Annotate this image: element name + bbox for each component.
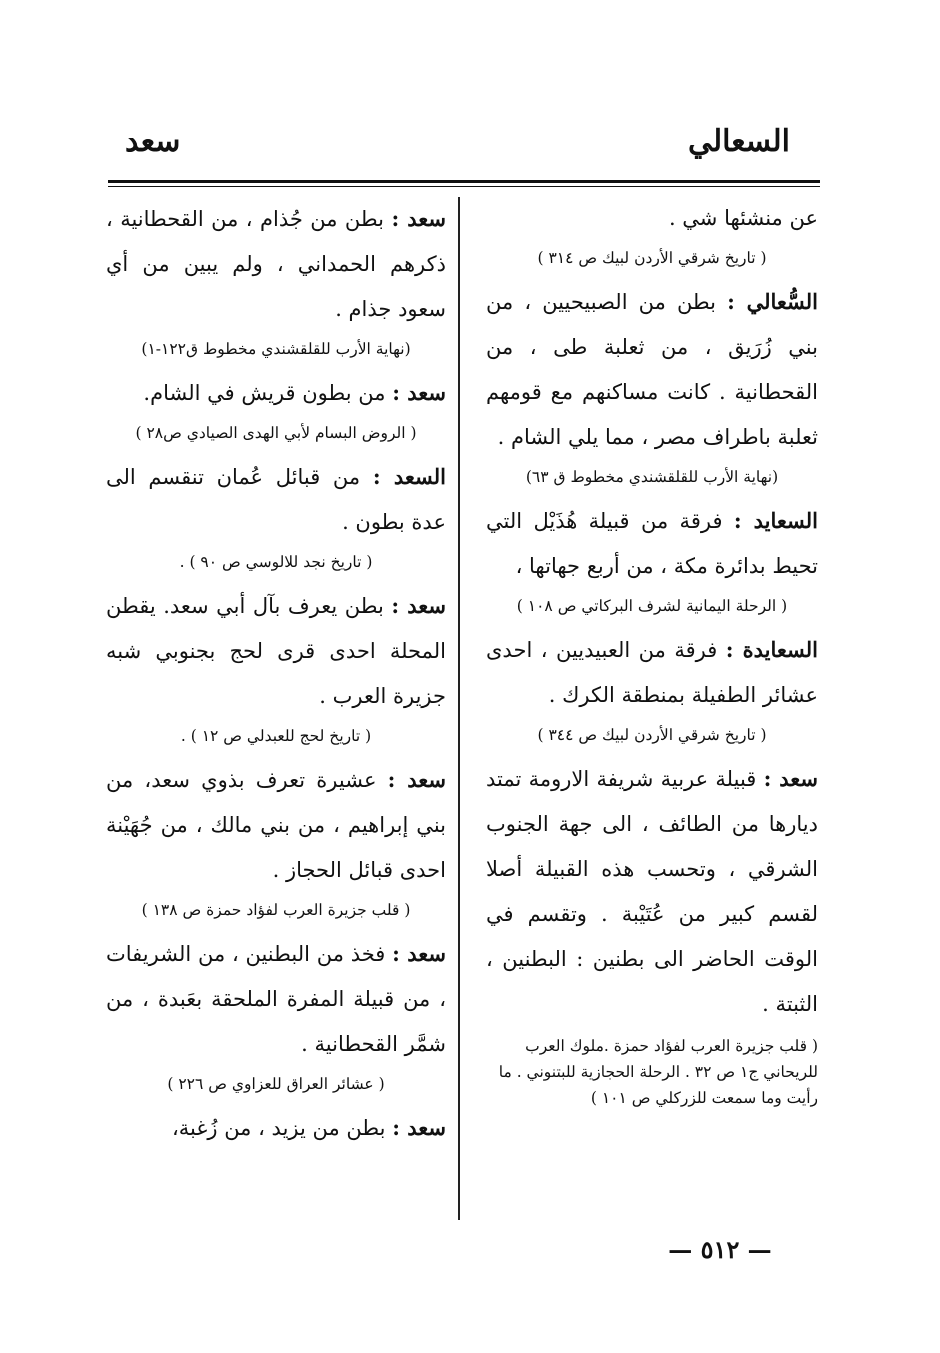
entry-headword: السعايد :	[733, 508, 818, 533]
entry-text: فرقة من قبيلة هُذَيْل التي تحيط بدائرة مكة ، من أربع جهاتها ،	[486, 509, 818, 578]
running-head-right: السعالي	[688, 124, 790, 159]
entry	[486, 279, 818, 460]
entry	[106, 931, 446, 1067]
left-column	[106, 196, 446, 1151]
entry	[106, 370, 446, 416]
entry-headword: السعايدة :	[725, 637, 818, 662]
entry-text: من بطون قريش في الشام.	[143, 381, 386, 405]
entry-text: قبيلة عربية شريفة الارومة تمتد ديارها من الطائف ، الى جهة الجنوب الشرقي ، وتحسب هذه القبيلة أصلا لقسم كبير من عُتَيْبة . وتقسم في الوقت الحاضر الى بطنين : البطنين ، الثبتة .	[486, 767, 818, 1016]
entry-headword: سعد :	[391, 206, 447, 231]
entry-text: عشيرة تعرف بذوي سعد، من بني إبراهيم ، من بني مالك ، من جُهَيْنة احدى قبائل الحجاز .	[106, 768, 446, 882]
entry-source: ( قلب جزيرة العرب لفؤاد حمزة .ملوك العرب للريحاني ج١ ص ٣٢ . الرحلة الحجازية للبتنوني . ما رأيت وما سمعت للزركلي ص ١٠١ )	[498, 1037, 818, 1107]
running-head-left: سعد	[125, 124, 181, 159]
entry-text: فخذ من البطنين ، من الشريفات ، من قبيلة المفرة الملحقة بعَبدة ، من شمَّر القحطانية .	[106, 942, 446, 1056]
entry-text: فرقة من العبيديين ، احدى عشائر الطفيلة بمنطقة الكرك .	[486, 638, 818, 707]
header-rule-thick	[108, 180, 820, 183]
entry-headword: السعد :	[372, 464, 446, 489]
entry-source: ( عشائر العراق للعزاوي ص ٢٢٦ )	[167, 1075, 385, 1093]
entry-source: (نهاية الأرب للقلقشندي مخطوط ق ٦٣)	[525, 468, 779, 486]
entry	[106, 1105, 446, 1151]
entry-source: ( الروض البسام لأبي الهدى الصيادي ص٢٨ )	[135, 424, 417, 442]
entry-source: ( تاريخ لحج للعبدلي ص ١٢ ) .	[180, 727, 372, 745]
entry-headword: سعد :	[392, 1115, 446, 1140]
right-column	[486, 196, 818, 1117]
entry-headword: سعد :	[387, 767, 446, 792]
entry	[106, 454, 446, 545]
entry-text: بطن من الصبيحيين ، من بني زُرَيق ، من ثعلبة طى ، من القحطانية . كانت مساكنهم مع قومهم ثعلبة باطراف مصر ، مما يلي الشام .	[486, 290, 818, 449]
entry-headword: سعد :	[391, 593, 446, 618]
continuation-text: عن منشئها شي .	[668, 206, 818, 230]
entry	[106, 196, 446, 332]
entry-headword: سعد :	[392, 380, 446, 405]
continuation-source: ( تاريخ شرقي الأردن لبيك ص ٣١٤ )	[537, 249, 767, 267]
entry-text: من قبائل عُمان تنقسم الى عدة بطون .	[106, 465, 446, 534]
entry-text: بطن يعرف بآل أبي سعد. يقطن المحلة احدى قرى لحج بجنوبي شبه جزيرة العرب .	[106, 594, 446, 708]
entry-source: ( تاريخ شرقي الأردن لبيك ص ٣٤٤ )	[537, 726, 767, 744]
entry	[486, 498, 818, 589]
entry-text: بطن من يزيد ، من زُغبة،	[172, 1116, 386, 1140]
entry-source: (نهاية الأرب للقلقشندي مخطوط ق١٢٢-١)	[141, 340, 411, 358]
header-rule-thin	[108, 186, 820, 187]
entry	[106, 583, 446, 719]
entry-source: ( قلب جزيرة العرب لفؤاد حمزة ص ١٣٨ )	[141, 901, 411, 919]
entry	[106, 757, 446, 893]
entry-headword: سعد :	[392, 941, 446, 966]
entry-headword: سعد :	[763, 766, 818, 791]
entry-source: ( الرحلة اليمانية لشرف البركاتي ص ١٠٨ )	[516, 597, 788, 615]
entry-source: ( تاريخ نجد للالوسي ص ٩٠ ) .	[179, 553, 373, 571]
entry	[486, 756, 818, 1027]
entry	[486, 627, 818, 718]
page-number: — ٥١٢ —	[668, 1235, 772, 1264]
entry-text: بطن من جُذام ، من القحطانية ، ذكرهم الحمداني ، ولم يبين من أي سعود جذام .	[106, 207, 446, 321]
column-divider	[458, 197, 460, 1220]
entry-headword: السُّعالي :	[727, 289, 818, 314]
